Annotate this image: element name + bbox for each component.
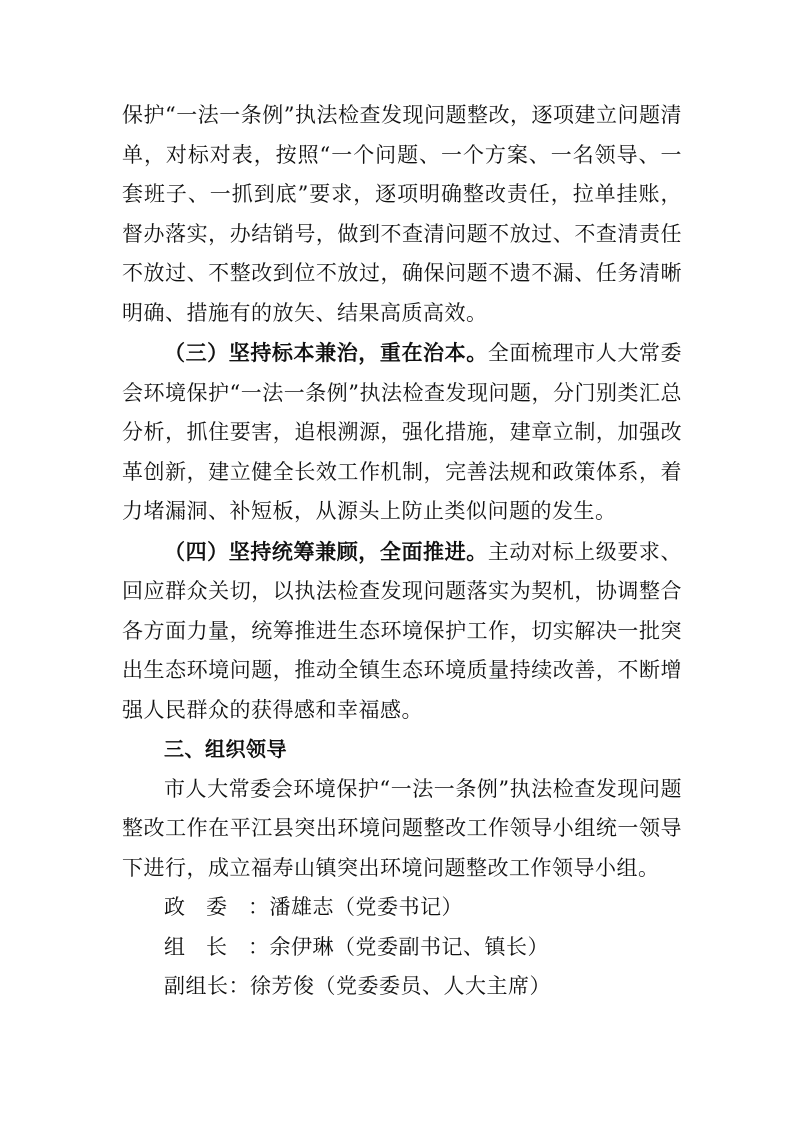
section-three-lead: （三）坚持标本兼治，重在治本。 (164, 340, 488, 365)
organization-paragraph: 市人大常委会环境保护“一法一条例”执法检查发现问题整改工作在平江县突出环境问题整改工作领导小组统一领导下进行，成立福寿山镇突出环境问题整改工作领导小组。 (122, 776, 682, 880)
document-page (122, 96, 682, 1007)
heading-organization: 三、组织领导 (164, 737, 287, 761)
member-separator: ： (228, 974, 250, 998)
member-separator: ： (248, 895, 270, 919)
member-line-leader (122, 928, 682, 968)
member-line-political-commissar (122, 888, 682, 928)
member-role: 政委 (164, 895, 248, 919)
member-separator: ： (248, 934, 270, 959)
member-name: 徐芳俊（党委委员、人大主席） (250, 974, 551, 998)
paragraph-continued: 保护“一法一条例”执法检查发现问题整改，逐项建立问题清单，对标对表，按照“一个问题、一个方案、一名领导、一套班子、一抓到底”要求，逐项明确整改责任，拉单挂账，督办落实，办结销号，做到不查清问题不放过、不查清责任不放过、不整改到位不放过，确保问题不遗不漏、任务清晰明确、措施有的放矢、结果高质高效。 (122, 103, 682, 325)
member-role: 组长 (164, 934, 248, 959)
member-line-deputy-leader (122, 967, 682, 1007)
section-three-paragraph (122, 333, 682, 532)
section-three-body: 全面梳理市人大常委会环境保护“一法一条例”执法检查发现问题，分门别类汇总分析，抓住要害，追根溯源，强化措施，建章立制，加强改革创新，建立健全长效工作机制，完善法规和政策体系，着力堵漏洞、补短板，从源头上防止类似问题的发生。 (122, 341, 683, 523)
member-name: 潘雄志（党委书记） (269, 895, 463, 919)
section-four-body: 主动对标上级要求、回应群众关切，以执法检查发现问题落实为契机，协调整合各方面力量，统筹推进生态环境保护工作，切实解决一批突出生态环境问题，推动全镇生态环境质量持续改善，不断增强人民群众的获得感和幸福感。 (122, 539, 683, 722)
section-four-lead: （四）坚持统筹兼顾，全面推进。 (164, 538, 488, 564)
member-role: 副组长 (164, 974, 229, 998)
member-name: 余伊琳（党委副书记、镇长） (269, 934, 549, 959)
section-four-paragraph (122, 532, 682, 731)
